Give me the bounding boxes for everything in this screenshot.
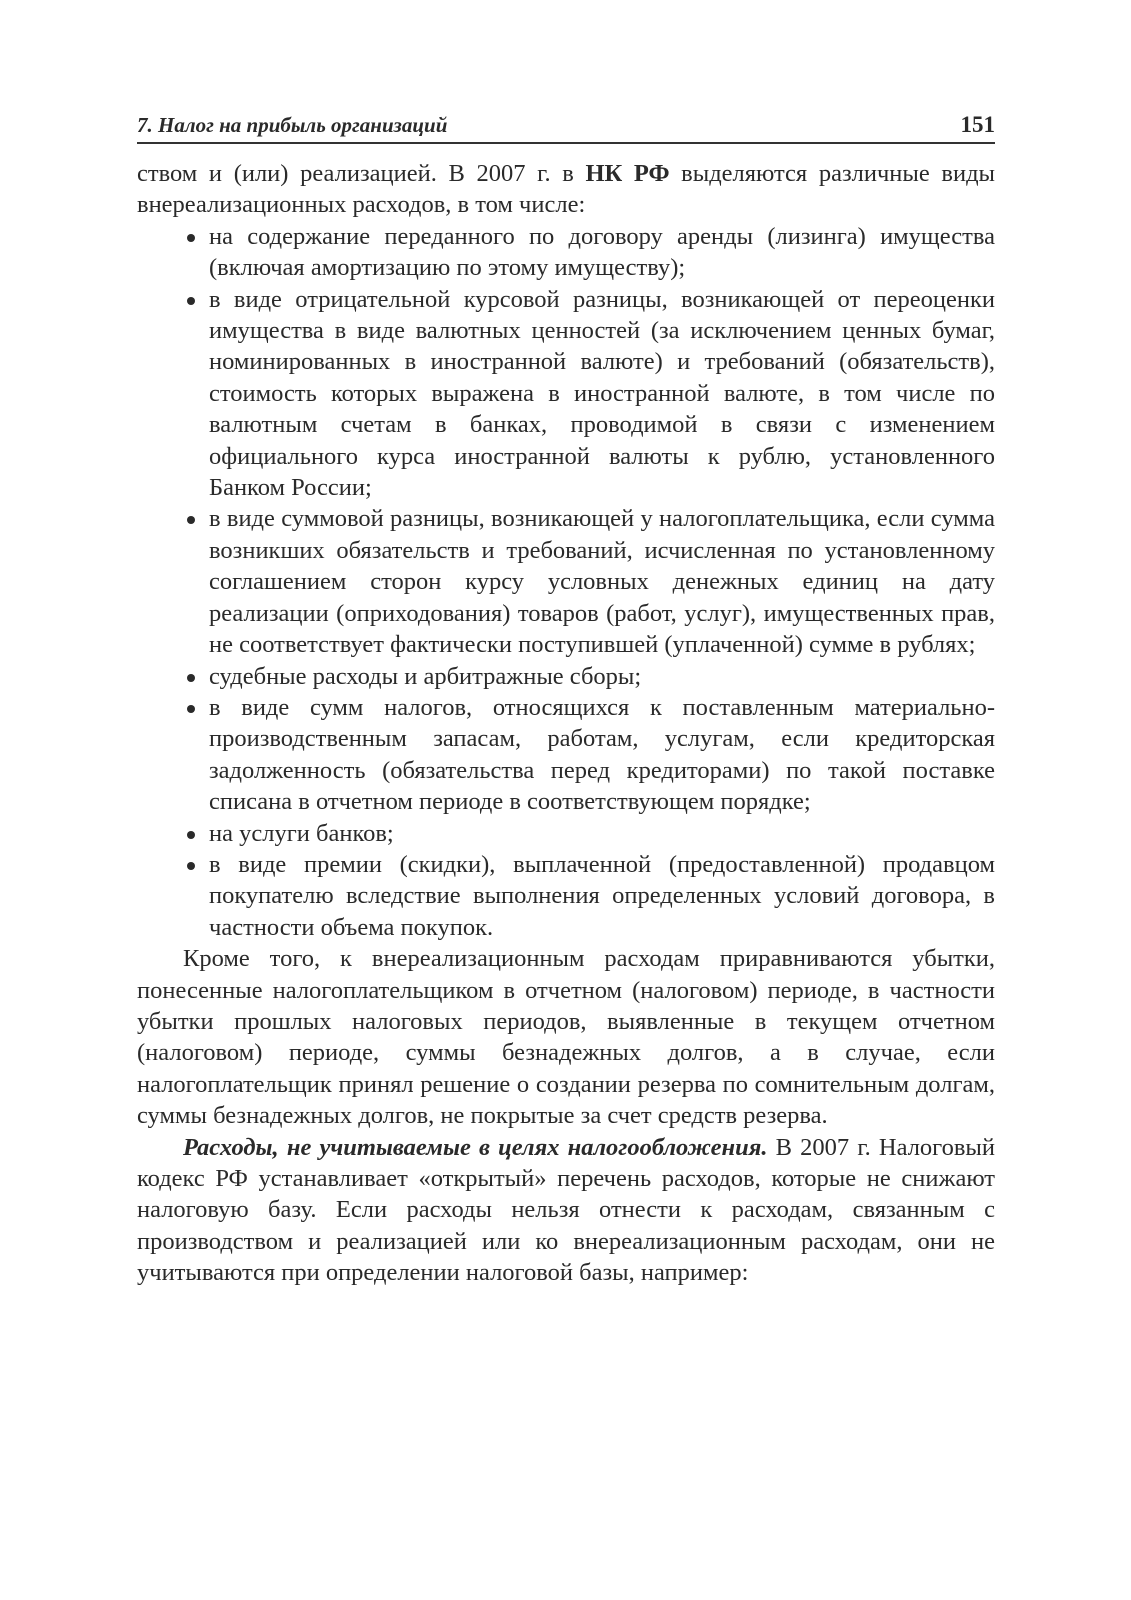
list-item: в виде сумм налогов, относящихся к поставленным материально-производственным запасам, работам, услугам, если кредиторская задолженность (обязательства перед кредиторами) по такой поставке списана в отчетном периоде в соответствующем порядке; bbox=[209, 692, 995, 818]
paragraph-losses: Кроме того, к внереализационным расходам приравниваются убытки, понесенные налогоплательщиком в отчетном (налоговом) периоде, в частности убытки прошлых налоговых периодов, выявленные в текущем отчетном (налоговом) периоде, суммы безнадежных долгов, а в случае, если налогоплательщик принял решение о создании резерва по сомнительным долгам, суммы безнадежных долгов, не покрытые за счет средств резерва. bbox=[137, 945, 995, 1130]
list-item: судебные расходы и арбитражные сборы; bbox=[209, 661, 995, 692]
page-number: 151 bbox=[960, 112, 995, 137]
paragraph-nondeductible-text: В 2007 г. Налоговый кодекс РФ устанавливает «открытый» перечень расходов, которые не снижают налоговую базу. Если расходы нельзя отнести к расходам, связанным с производством и реализацией или ко внереализационным расходам, они не учитываются при определении налоговой базы, например: bbox=[137, 1133, 996, 1287]
intro-part2: выделяются различные виды внереализационных расходов, в том числе: bbox=[137, 160, 996, 219]
body-text bbox=[137, 158, 995, 1289]
section-heading: Расходы, не учитываемые в целях налогообложения. bbox=[183, 1133, 768, 1161]
chapter-title: 7. Налог на прибыль организаций bbox=[137, 113, 448, 137]
nk-abbreviation: НК РФ bbox=[585, 160, 670, 187]
list-item: в виде отрицательной курсовой разницы, возникающей от переоценки имущества в виде валютных ценностей (за исключением ценных бумаг, номинированных в иностранной валюте) и требований (обязательств), стоимость которых выражена в иностранной валюте, в том числе по валютным счетам в банках, проводимой в связи с изменением официального курса иностранной валюты к рублю, установленного Банком России; bbox=[209, 284, 995, 504]
list-item: в виде суммовой разницы, возникающей у налогоплательщика, если сумма возникших обязательств и требований, исчисленная по установленному соглашением сторон курсу условных денежных единиц на дату реализации (оприходования) товаров (работ, услуг), имущественных прав, не соответствует фактически поступившей (уплаченной) сумме в рублях; bbox=[209, 503, 995, 660]
running-header bbox=[137, 112, 995, 144]
expense-list bbox=[137, 221, 995, 943]
intro-part1: ством и (или) реализацией. В 2007 г. в bbox=[137, 160, 586, 187]
list-item: в виде премии (скидки), выплаченной (предоставленной) продавцом покупателю вследствие выполнения определенных условий договора, в частности объема покупок. bbox=[209, 849, 995, 943]
list-item: на услуги банков; bbox=[209, 818, 995, 849]
paragraph-nondeductible bbox=[137, 1132, 995, 1289]
intro-paragraph bbox=[137, 158, 995, 221]
list-item: на содержание переданного по договору аренды (лизинга) имущества (включая амортизацию по этому имуществу); bbox=[209, 221, 995, 284]
book-page bbox=[137, 112, 995, 1289]
